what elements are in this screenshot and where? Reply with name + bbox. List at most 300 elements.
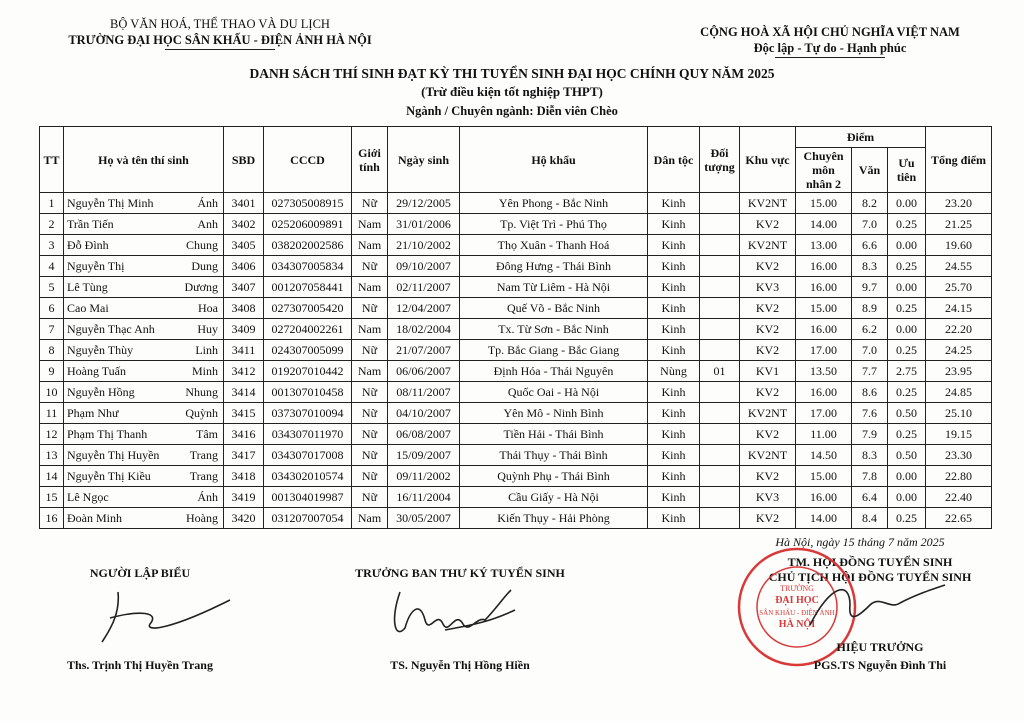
candidate-cccd: 019207010442 (264, 361, 352, 382)
candidate-cccd: 034307011970 (264, 424, 352, 445)
candidate-priority-group (700, 403, 740, 424)
row-number: 9 (40, 361, 64, 382)
row-number: 16 (40, 508, 64, 529)
candidate-dob: 16/11/2004 (388, 487, 460, 508)
candidate-sbd: 3419 (224, 487, 264, 508)
score-literature: 8.6 (852, 382, 888, 403)
col-name: Họ và tên thí sinh (64, 127, 224, 193)
table-row (40, 445, 992, 466)
score-total: 22.65 (926, 508, 992, 529)
candidate-region: KV2 (740, 508, 796, 529)
candidate-region: KV2 (740, 382, 796, 403)
candidate-last-name: Nguyễn Thạc Anh (67, 322, 155, 336)
candidate-first-name: Dương (184, 280, 218, 294)
candidate-gender: Nữ (352, 424, 388, 445)
candidate-priority-group (700, 424, 740, 445)
candidate-ethnicity: Kinh (648, 508, 700, 529)
candidate-region: KV1 (740, 361, 796, 382)
score-total: 23.30 (926, 445, 992, 466)
candidate-last-name: Đỗ Đình (67, 238, 109, 252)
score-literature: 7.6 (852, 403, 888, 424)
score-major: 16.00 (796, 382, 852, 403)
score-bonus: 0.00 (888, 235, 926, 256)
col-gender: Giới tính (352, 127, 388, 193)
candidate-cccd: 001307010458 (264, 382, 352, 403)
candidate-name (64, 298, 224, 319)
table-row (40, 361, 992, 382)
col-tt: TT (40, 127, 64, 193)
candidate-ethnicity: Kinh (648, 382, 700, 403)
candidate-sbd: 3402 (224, 214, 264, 235)
candidate-ethnicity: Kinh (648, 340, 700, 361)
row-number: 14 (40, 466, 64, 487)
candidate-cccd: 038202002586 (264, 235, 352, 256)
candidate-first-name: Hoa (198, 301, 218, 315)
score-major: 16.00 (796, 487, 852, 508)
candidate-name (64, 382, 224, 403)
candidate-priority-group (700, 277, 740, 298)
candidate-name (64, 403, 224, 424)
score-major: 15.00 (796, 466, 852, 487)
score-major: 14.00 (796, 214, 852, 235)
candidate-hometown: Kiến Thụy - Hải Phòng (460, 508, 648, 529)
score-major: 14.00 (796, 508, 852, 529)
score-total: 22.80 (926, 466, 992, 487)
col-score: Điểm (796, 127, 926, 148)
candidate-sbd: 3408 (224, 298, 264, 319)
candidate-first-name: Trang (189, 469, 218, 483)
col-literature: Văn (852, 148, 888, 193)
score-major: 13.00 (796, 235, 852, 256)
score-bonus: 0.50 (888, 445, 926, 466)
score-major: 15.00 (796, 298, 852, 319)
score-total: 23.20 (926, 193, 992, 214)
score-bonus: 0.00 (888, 193, 926, 214)
candidate-gender: Nam (352, 277, 388, 298)
major-line: Ngành / Chuyên ngành: Diễn viên Chèo (406, 104, 618, 118)
candidate-hometown: Tp. Bắc Giang - Bắc Giang (460, 340, 648, 361)
table-row (40, 256, 992, 277)
score-total: 24.85 (926, 382, 992, 403)
row-number: 11 (40, 403, 64, 424)
score-total: 22.40 (926, 487, 992, 508)
col-major-score: Chuyên môn nhân 2 (796, 148, 852, 193)
candidate-sbd: 3407 (224, 277, 264, 298)
table-row (40, 193, 992, 214)
school-name: TRƯỜNG ĐẠI HỌC SÂN KHẤU - ĐIỆN ẢNH HÀ NỘI (68, 33, 372, 47)
candidate-priority-group (700, 487, 740, 508)
table-row (40, 214, 992, 235)
row-number: 8 (40, 340, 64, 361)
national-header (680, 24, 980, 58)
candidate-ethnicity: Kinh (648, 319, 700, 340)
col-cccd: CCCD (264, 127, 352, 193)
score-total: 24.25 (926, 340, 992, 361)
candidate-gender: Nữ (352, 382, 388, 403)
candidate-sbd: 3406 (224, 256, 264, 277)
candidate-cccd: 037307010094 (264, 403, 352, 424)
score-literature: 7.7 (852, 361, 888, 382)
candidate-hometown: Tp. Việt Trì - Phú Thọ (460, 214, 648, 235)
candidate-hometown: Quỳnh Phụ - Thái Bình (460, 466, 648, 487)
rector-name: PGS.TS Nguyễn Đình Thi (813, 658, 947, 672)
candidate-dob: 18/02/2004 (388, 319, 460, 340)
candidate-gender: Nam (352, 361, 388, 382)
candidate-name (64, 487, 224, 508)
candidate-last-name: Nguyễn Thị Minh (67, 196, 154, 210)
candidate-ethnicity: Kinh (648, 445, 700, 466)
row-number: 6 (40, 298, 64, 319)
candidate-cccd: 027204002261 (264, 319, 352, 340)
candidate-gender: Nam (352, 508, 388, 529)
score-bonus: 0.25 (888, 508, 926, 529)
candidate-region: KV2 (740, 466, 796, 487)
table-row (40, 277, 992, 298)
candidate-sbd: 3417 (224, 445, 264, 466)
score-bonus: 0.25 (888, 424, 926, 445)
score-total: 22.20 (926, 319, 992, 340)
candidate-region: KV2NT (740, 193, 796, 214)
candidate-first-name: Minh (191, 364, 218, 378)
candidate-hometown: Thái Thụy - Thái Bình (460, 445, 648, 466)
candidate-cccd: 031207007054 (264, 508, 352, 529)
candidate-name (64, 445, 224, 466)
score-literature: 8.3 (852, 445, 888, 466)
council-title: TM. HỘI ĐỒNG TUYỂN SINH (787, 555, 953, 569)
candidate-cccd: 034307017008 (264, 445, 352, 466)
table-row (40, 403, 992, 424)
candidate-dob: 06/06/2007 (388, 361, 460, 382)
candidate-name (64, 466, 224, 487)
table-row (40, 340, 992, 361)
candidate-ethnicity: Kinh (648, 193, 700, 214)
score-major: 14.50 (796, 445, 852, 466)
score-bonus: 0.25 (888, 382, 926, 403)
candidate-last-name: Nguyễn Thị Kiều (67, 469, 151, 483)
score-bonus: 0.25 (888, 298, 926, 319)
score-bonus: 0.00 (888, 277, 926, 298)
candidate-hometown: Tx. Từ Sơn - Bắc Ninh (460, 319, 648, 340)
candidate-priority-group: 01 (700, 361, 740, 382)
candidate-region: KV2 (740, 319, 796, 340)
row-number: 5 (40, 277, 64, 298)
candidate-ethnicity: Kinh (648, 298, 700, 319)
candidate-region: KV2 (740, 424, 796, 445)
candidate-gender: Nam (352, 319, 388, 340)
candidate-first-name: Tâm (196, 427, 218, 441)
candidate-ethnicity: Kinh (648, 277, 700, 298)
candidate-priority-group (700, 235, 740, 256)
score-bonus: 0.25 (888, 340, 926, 361)
score-major: 16.00 (796, 319, 852, 340)
candidate-region: KV2 (740, 214, 796, 235)
candidate-last-name: Phạm Như (67, 406, 119, 420)
candidate-region: KV3 (740, 277, 796, 298)
candidate-ethnicity: Kinh (648, 256, 700, 277)
candidate-region: KV2 (740, 298, 796, 319)
col-ethnicity: Dân tộc (648, 127, 700, 193)
candidate-cccd: 001207058441 (264, 277, 352, 298)
candidate-name (64, 361, 224, 382)
candidate-first-name: Anh (197, 217, 218, 231)
candidate-sbd: 3411 (224, 340, 264, 361)
candidate-last-name: Cao Mai (67, 301, 109, 315)
rector-title: HIỆU TRƯỞNG (836, 640, 924, 654)
candidate-priority-group (700, 298, 740, 319)
candidate-region: KV2NT (740, 403, 796, 424)
candidate-cccd: 024307005099 (264, 340, 352, 361)
candidate-first-name: Huy (197, 322, 218, 336)
row-number: 13 (40, 445, 64, 466)
candidate-sbd: 3416 (224, 424, 264, 445)
score-literature: 8.9 (852, 298, 888, 319)
candidate-gender: Nữ (352, 466, 388, 487)
score-total: 19.15 (926, 424, 992, 445)
candidate-gender: Nam (352, 235, 388, 256)
candidate-dob: 02/11/2007 (388, 277, 460, 298)
candidate-ethnicity: Kinh (648, 403, 700, 424)
candidate-name (64, 424, 224, 445)
candidate-sbd: 3401 (224, 193, 264, 214)
candidate-hometown: Quốc Oai - Hà Nội (460, 382, 648, 403)
candidate-hometown: Cầu Giấy - Hà Nội (460, 487, 648, 508)
candidate-first-name: Hoàng (186, 511, 218, 525)
table-row (40, 424, 992, 445)
score-total: 19.60 (926, 235, 992, 256)
table-row (40, 466, 992, 487)
score-major: 16.00 (796, 256, 852, 277)
candidate-last-name: Lê Ngọc (67, 490, 109, 504)
candidate-first-name: Dung (191, 259, 218, 273)
score-major: 11.00 (796, 424, 852, 445)
score-bonus: 0.50 (888, 403, 926, 424)
candidate-last-name: Nguyễn Hồng (67, 385, 135, 399)
candidate-cccd: 034307005834 (264, 256, 352, 277)
score-bonus: 0.00 (888, 466, 926, 487)
candidate-sbd: 3412 (224, 361, 264, 382)
row-number: 15 (40, 487, 64, 508)
candidate-hometown: Nam Từ Liêm - Hà Nội (460, 277, 648, 298)
candidate-last-name: Phạm Thị Thanh (67, 427, 148, 441)
table-row (40, 487, 992, 508)
candidate-name (64, 214, 224, 235)
candidate-name (64, 256, 224, 277)
ministry-name: BỘ VĂN HOÁ, THỂ THAO VÀ DU LỊCH (110, 17, 330, 31)
candidate-first-name: Ánh (197, 490, 218, 504)
preparer-signature (90, 582, 240, 652)
place-date: Hà Nội, ngày 15 tháng 7 năm 2025 (775, 535, 945, 549)
candidate-last-name: Đoàn Minh (67, 511, 122, 525)
score-major: 15.00 (796, 193, 852, 214)
candidate-priority-group (700, 319, 740, 340)
candidate-dob: 21/07/2007 (388, 340, 460, 361)
row-number: 4 (40, 256, 64, 277)
row-number: 7 (40, 319, 64, 340)
candidate-region: KV2 (740, 340, 796, 361)
col-dob: Ngày sinh (388, 127, 460, 193)
candidate-gender: Nữ (352, 298, 388, 319)
candidate-cccd: 027305008915 (264, 193, 352, 214)
candidate-region: KV3 (740, 487, 796, 508)
candidate-hometown: Quế Võ - Bắc Ninh (460, 298, 648, 319)
candidate-hometown: Yên Mô - Ninh Bình (460, 403, 648, 424)
motto-underline (775, 57, 885, 58)
candidate-dob: 04/10/2007 (388, 403, 460, 424)
candidate-priority-group (700, 382, 740, 403)
candidate-hometown: Định Hóa - Thái Nguyên (460, 361, 648, 382)
score-literature: 8.2 (852, 193, 888, 214)
candidate-last-name: Nguyễn Thị Huyền (67, 448, 160, 462)
candidate-first-name: Chung (185, 238, 218, 252)
candidate-name (64, 277, 224, 298)
candidate-ethnicity: Kinh (648, 466, 700, 487)
candidate-gender: Nữ (352, 487, 388, 508)
col-bonus: Ưu tiên (888, 148, 926, 193)
table-row (40, 382, 992, 403)
candidate-gender: Nữ (352, 256, 388, 277)
candidate-name (64, 319, 224, 340)
candidate-dob: 09/10/2007 (388, 256, 460, 277)
score-bonus: 0.00 (888, 487, 926, 508)
candidate-hometown: Đông Hưng - Thái Bình (460, 256, 648, 277)
candidate-hometown: Yên Phong - Bắc Ninh (460, 193, 648, 214)
table-row (40, 235, 992, 256)
candidate-priority-group (700, 466, 740, 487)
score-literature: 8.4 (852, 508, 888, 529)
candidate-first-name: Trang (189, 448, 218, 462)
score-major: 16.00 (796, 277, 852, 298)
table-row (40, 298, 992, 319)
candidate-ethnicity: Kinh (648, 424, 700, 445)
row-number: 10 (40, 382, 64, 403)
document-subtitle: (Trừ điều kiện tốt nghiệp THPT) (421, 84, 603, 99)
issuer-header (60, 16, 380, 50)
score-literature: 7.8 (852, 466, 888, 487)
candidate-gender: Nam (352, 214, 388, 235)
score-literature: 6.6 (852, 235, 888, 256)
score-bonus: 2.75 (888, 361, 926, 382)
candidate-last-name: Trần Tiến (67, 217, 114, 231)
candidate-last-name: Nguyễn Thị (67, 259, 125, 273)
candidate-ethnicity: Nùng (648, 361, 700, 382)
document-title: DANH SÁCH THÍ SINH ĐẠT KỲ THI TUYỂN SINH ĐẠI HỌC CHÍNH QUY NĂM 2025 (249, 66, 775, 81)
candidate-gender: Nữ (352, 445, 388, 466)
candidate-sbd: 3418 (224, 466, 264, 487)
score-major: 17.00 (796, 340, 852, 361)
rector-signature (790, 575, 950, 645)
candidate-dob: 15/09/2007 (388, 445, 460, 466)
candidate-name (64, 193, 224, 214)
candidate-gender: Nữ (352, 340, 388, 361)
row-number: 12 (40, 424, 64, 445)
seal-line-1: TRƯỜNG (780, 584, 814, 593)
candidate-dob: 09/11/2002 (388, 466, 460, 487)
score-literature: 9.7 (852, 277, 888, 298)
candidate-gender: Nữ (352, 193, 388, 214)
candidate-region: KV2 (740, 256, 796, 277)
col-total: Tổng điểm (926, 127, 992, 193)
score-literature: 7.9 (852, 424, 888, 445)
candidate-dob: 21/10/2002 (388, 235, 460, 256)
candidate-sbd: 3409 (224, 319, 264, 340)
candidate-first-name: Quỳnh (185, 406, 218, 420)
candidate-priority-group (700, 214, 740, 235)
country-name: CỘNG HOÀ XÃ HỘI CHỦ NGHĨA VIỆT NAM (700, 25, 960, 39)
score-total: 25.10 (926, 403, 992, 424)
candidate-gender: Nữ (352, 403, 388, 424)
score-literature: 8.3 (852, 256, 888, 277)
motto: Độc lập - Tự do - Hạnh phúc (753, 41, 907, 55)
score-major: 17.00 (796, 403, 852, 424)
candidate-cccd: 027307005420 (264, 298, 352, 319)
score-literature: 7.0 (852, 340, 888, 361)
candidate-ethnicity: Kinh (648, 235, 700, 256)
candidate-name (64, 508, 224, 529)
candidate-priority-group (700, 340, 740, 361)
score-literature: 7.0 (852, 214, 888, 235)
preparer-title: NGƯỜI LẬP BIỂU (89, 566, 191, 580)
row-number: 1 (40, 193, 64, 214)
candidate-ethnicity: Kinh (648, 214, 700, 235)
score-total: 24.15 (926, 298, 992, 319)
council-chair-title: CHỦ TỊCH HỘI ĐỒNG TUYỂN SINH (768, 570, 972, 584)
candidate-dob: 12/04/2007 (388, 298, 460, 319)
candidate-sbd: 3405 (224, 235, 264, 256)
table-row (40, 508, 992, 529)
score-total: 25.70 (926, 277, 992, 298)
seal-line-4: HÀ NỘI (778, 619, 816, 630)
candidate-dob: 30/05/2007 (388, 508, 460, 529)
score-total: 23.95 (926, 361, 992, 382)
secretary-name: TS. Nguyễn Thị Hồng Hiền (390, 658, 530, 672)
candidate-dob: 29/12/2005 (388, 193, 460, 214)
score-literature: 6.2 (852, 319, 888, 340)
candidate-last-name: Lê Tùng (67, 280, 108, 294)
candidate-first-name: Nhung (185, 385, 218, 399)
secretary-signature (385, 580, 525, 650)
candidate-dob: 08/11/2007 (388, 382, 460, 403)
score-total: 24.55 (926, 256, 992, 277)
secretary-title: TRƯỞNG BAN THƯ KÝ TUYỂN SINH (355, 566, 565, 580)
candidate-region: KV2NT (740, 235, 796, 256)
candidate-first-name: Ánh (197, 196, 218, 210)
score-bonus: 0.25 (888, 214, 926, 235)
candidate-cccd: 001304019987 (264, 487, 352, 508)
candidate-priority-group (700, 256, 740, 277)
candidate-last-name: Hoàng Tuấn (67, 364, 127, 378)
candidate-first-name: Linh (195, 343, 218, 357)
candidate-dob: 31/01/2006 (388, 214, 460, 235)
candidate-priority-group (700, 508, 740, 529)
score-bonus: 0.25 (888, 256, 926, 277)
candidate-last-name: Nguyễn Thùy (67, 343, 134, 357)
candidate-region: KV2NT (740, 445, 796, 466)
col-hometown: Hộ khẩu (460, 127, 648, 193)
candidate-ethnicity: Kinh (648, 487, 700, 508)
candidate-name (64, 340, 224, 361)
candidate-sbd: 3420 (224, 508, 264, 529)
candidate-priority-group (700, 193, 740, 214)
row-number: 2 (40, 214, 64, 235)
score-total: 21.25 (926, 214, 992, 235)
candidate-hometown: Tiền Hải - Thái Bình (460, 424, 648, 445)
seal-line-3: SÂN KHẤU - ĐIỆN ẢNH (759, 609, 835, 617)
preparer-name: Ths. Trịnh Thị Huyền Trang (67, 658, 213, 672)
row-number: 3 (40, 235, 64, 256)
table-row (40, 319, 992, 340)
score-bonus: 0.00 (888, 319, 926, 340)
candidate-name (64, 235, 224, 256)
